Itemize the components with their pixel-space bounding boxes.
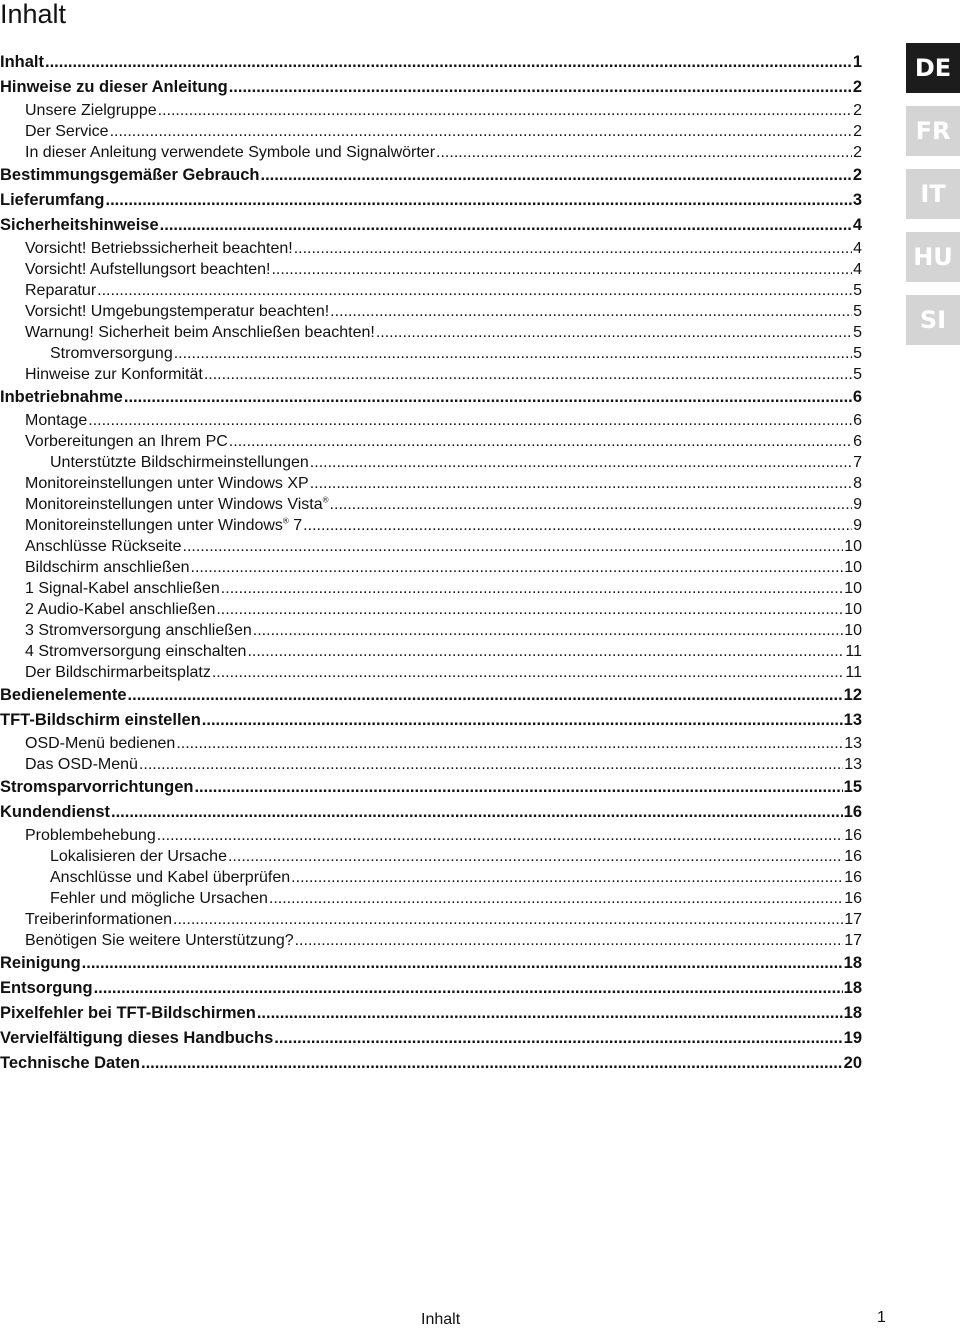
- dot-leader: [158, 100, 852, 121]
- dot-leader: [436, 142, 852, 163]
- toc-page-number: 20: [843, 1054, 862, 1072]
- toc-page-number: 6: [853, 433, 862, 450]
- dot-leader: [124, 385, 852, 410]
- toc-subentry[interactable]: [0, 557, 862, 578]
- toc-page-number: 2: [852, 166, 862, 184]
- toc-page-number: 13: [844, 735, 862, 752]
- toc-page-number: 19: [843, 1029, 862, 1047]
- toc-page-number: 2: [853, 123, 862, 140]
- toc-subentry[interactable]: [0, 578, 862, 599]
- toc-page-number: 4: [853, 240, 862, 257]
- toc-entry-title: Vervielfältigung dieses Handbuchs: [0, 1029, 274, 1047]
- dot-leader: [128, 683, 843, 708]
- dot-leader: [191, 557, 844, 578]
- toc-chapter[interactable]: [0, 163, 862, 188]
- toc-page-number: 2: [852, 78, 862, 96]
- dot-leader: [295, 930, 844, 951]
- dot-leader: [247, 641, 844, 662]
- toc-entry-title: Kundendienst: [0, 803, 110, 821]
- toc-page-number: 7: [853, 454, 862, 471]
- toc-page-number: 10: [844, 559, 862, 576]
- toc-entry-title: Reparatur: [25, 282, 97, 299]
- toc-page-number: 10: [844, 601, 862, 618]
- toc-entry-title: OSD-Menü bedienen: [25, 735, 176, 752]
- toc-subentry[interactable]: [0, 515, 862, 536]
- language-tab-de[interactable]: DE: [906, 43, 960, 93]
- toc-page-number: 12: [843, 686, 862, 704]
- toc-subentry[interactable]: [0, 754, 862, 775]
- toc-page-number: 13: [844, 756, 862, 773]
- dot-leader: [303, 515, 852, 536]
- toc-chapter[interactable]: [0, 951, 862, 976]
- toc-entry-title: Warnung! Sicherheit beim Anschließen beachten!: [25, 324, 375, 341]
- dot-leader: [204, 364, 852, 385]
- toc-chapter[interactable]: [0, 385, 862, 410]
- toc-entry-title: Problembehebung: [25, 827, 156, 844]
- toc-page-number: 2: [853, 144, 862, 161]
- toc-page-number: 15: [843, 778, 862, 796]
- toc-subentry[interactable]: [0, 431, 862, 452]
- toc-entry-title: 1 Signal-Kabel anschließen: [25, 580, 220, 597]
- dot-leader: [183, 536, 844, 557]
- toc-page-number: 5: [853, 303, 862, 320]
- dot-leader: [216, 599, 843, 620]
- dot-leader: [310, 473, 852, 494]
- toc-subentry[interactable]: [0, 494, 862, 515]
- toc-page-number: 16: [844, 869, 862, 886]
- dot-leader: [261, 163, 852, 188]
- dot-leader: [139, 754, 843, 775]
- toc-page-number: 16: [844, 890, 862, 907]
- toc-entry-title: Vorsicht! Aufstellungsort beachten!: [25, 261, 271, 278]
- toc-page-number: 2: [853, 102, 862, 119]
- toc-entry-title: Bestimmungsgemäßer Gebrauch: [0, 166, 260, 184]
- toc-subentry[interactable]: [0, 641, 862, 662]
- toc-subentry[interactable]: [0, 100, 862, 121]
- toc-page-number: 5: [853, 324, 862, 341]
- toc-page-number: 13: [843, 711, 862, 729]
- dot-leader: [82, 951, 843, 976]
- toc-entry-title: Monitoreinstellungen unter Windows Vista®: [25, 495, 329, 513]
- table-of-contents: [0, 50, 862, 1076]
- toc-entry-title: Sicherheitshinweise: [0, 216, 159, 234]
- toc-entry-title: Inhalt: [0, 53, 44, 71]
- toc-chapter[interactable]: [0, 75, 862, 100]
- toc-entry-title: Vorbereitungen an Ihrem PC: [25, 433, 228, 450]
- toc-subentry[interactable]: [0, 121, 862, 142]
- language-tab-si[interactable]: SI: [906, 295, 960, 345]
- toc-chapter[interactable]: [0, 188, 862, 213]
- toc-page-number: 3: [852, 191, 862, 209]
- dot-leader: [45, 50, 852, 75]
- toc-page-number: 17: [844, 932, 862, 949]
- toc-page-number: 6: [853, 412, 862, 429]
- toc-subentry[interactable]: [0, 662, 862, 683]
- toc-subentry[interactable]: [0, 599, 862, 620]
- toc-subentry[interactable]: [0, 364, 862, 385]
- dot-leader: [253, 620, 843, 641]
- toc-entry-title: Monitoreinstellungen unter Windows® 7: [25, 516, 303, 534]
- toc-page-number: 1: [852, 53, 862, 71]
- toc-chapter[interactable]: [0, 800, 862, 825]
- toc-subentry[interactable]: [0, 733, 862, 754]
- dot-leader: [310, 452, 852, 473]
- dot-leader: [257, 1001, 843, 1026]
- toc-subentry[interactable]: [0, 930, 862, 951]
- toc-subentry[interactable]: [0, 536, 862, 557]
- toc-entry-title: Benötigen Sie weitere Unterstützung?: [25, 932, 294, 949]
- toc-chapter[interactable]: [0, 50, 862, 75]
- page-title: Inhalt: [0, 0, 67, 29]
- dot-leader: [202, 708, 843, 733]
- toc-entry-title: Lokalisieren der Ursache: [50, 848, 227, 865]
- toc-page-number: 4: [853, 261, 862, 278]
- toc-subentry[interactable]: [0, 909, 862, 930]
- toc-page-number: 5: [853, 345, 862, 362]
- toc-chapter[interactable]: [0, 775, 862, 800]
- toc-chapter[interactable]: [0, 213, 862, 238]
- toc-entry-title: Hinweise zu dieser Anleitung: [0, 78, 228, 96]
- toc-page-number: 9: [853, 517, 862, 534]
- toc-entry-title: Anschlüsse und Kabel überprüfen: [50, 869, 291, 886]
- toc-page-number: 18: [843, 1004, 862, 1022]
- toc-page-number: 17: [844, 911, 862, 928]
- dot-leader: [94, 976, 843, 1001]
- toc-entry-title: Das OSD-Menü: [25, 756, 138, 773]
- toc-subentry[interactable]: [0, 620, 862, 641]
- toc-subentry[interactable]: [0, 825, 862, 846]
- dot-leader: [173, 909, 843, 930]
- toc-entry-title: Unterstützte Bildschirmeinstellungen: [50, 454, 309, 471]
- toc-subentry[interactable]: [0, 888, 862, 909]
- toc-subentry[interactable]: [0, 343, 862, 364]
- toc-page-number: 16: [844, 848, 862, 865]
- toc-entry-title: Montage: [25, 412, 88, 429]
- toc-subentry[interactable]: [0, 322, 862, 343]
- toc-entry-title: 2 Audio-Kabel anschließen: [25, 601, 216, 618]
- toc-entry-title: Der Bildschirmarbeitsplatz: [25, 664, 211, 681]
- language-tabs: [906, 43, 960, 358]
- dot-leader: [88, 410, 852, 431]
- dot-leader: [221, 578, 843, 599]
- toc-chapter[interactable]: [0, 1026, 862, 1051]
- dot-leader: [106, 188, 852, 213]
- dot-leader: [330, 301, 852, 322]
- dot-leader: [229, 431, 852, 452]
- toc-entry-title: Anschlüsse Rückseite: [25, 538, 182, 555]
- dot-leader: [176, 733, 843, 754]
- dot-leader: [376, 322, 852, 343]
- toc-entry-title: Fehler und mögliche Ursachen: [50, 890, 268, 907]
- dot-leader: [110, 121, 853, 142]
- dot-leader: [229, 75, 852, 100]
- toc-entry-title: Unsere Zielgruppe: [25, 102, 157, 119]
- toc-entry-title: Lieferumfang: [0, 191, 105, 209]
- toc-subentry[interactable]: [0, 846, 862, 867]
- toc-page-number: 6: [852, 388, 862, 406]
- toc-entry-title: Reinigung: [0, 954, 81, 972]
- toc-page-number: 18: [843, 979, 862, 997]
- toc-subentry[interactable]: [0, 473, 862, 494]
- toc-chapter[interactable]: [0, 1001, 862, 1026]
- dot-leader: [291, 867, 843, 888]
- toc-subentry[interactable]: [0, 238, 862, 259]
- toc-subentry[interactable]: [0, 867, 862, 888]
- toc-subentry[interactable]: [0, 280, 862, 301]
- toc-subentry[interactable]: [0, 301, 862, 322]
- dot-leader: [330, 494, 853, 515]
- toc-page-number: 9: [853, 496, 862, 513]
- toc-entry-title: Technische Daten: [0, 1054, 140, 1072]
- dot-leader: [228, 846, 843, 867]
- dot-leader: [271, 259, 852, 280]
- toc-subentry[interactable]: [0, 142, 862, 163]
- footer-section-label: Inhalt: [421, 1311, 461, 1328]
- language-tab-it[interactable]: IT: [906, 169, 960, 219]
- language-tab-fr[interactable]: FR: [906, 106, 960, 156]
- toc-entry-title: Bildschirm anschließen: [25, 559, 190, 576]
- toc-entry-title: Hinweise zur Konformität: [25, 366, 203, 383]
- toc-subentry[interactable]: [0, 452, 862, 473]
- dot-leader: [212, 662, 845, 683]
- toc-subentry[interactable]: [0, 259, 862, 280]
- toc-entry-title: Der Service: [25, 123, 109, 140]
- toc-page-number: 10: [844, 538, 862, 555]
- toc-chapter[interactable]: [0, 708, 862, 733]
- toc-entry-title: Pixelfehler bei TFT-Bildschirmen: [0, 1004, 256, 1022]
- toc-entry-title: Monitoreinstellungen unter Windows XP: [25, 475, 309, 492]
- registered-mark: ®: [322, 495, 329, 505]
- dot-leader: [157, 825, 843, 846]
- toc-subentry[interactable]: [0, 410, 862, 431]
- toc-page-number: 5: [853, 282, 862, 299]
- toc-entry-title: 4 Stromversorgung einschalten: [25, 643, 247, 660]
- toc-page-number: 10: [844, 580, 862, 597]
- dot-leader: [160, 213, 852, 238]
- toc-page-number: 16: [844, 827, 862, 844]
- toc-page-number: 4: [852, 216, 862, 234]
- footer-page-number: 1: [877, 1309, 886, 1326]
- dot-leader: [97, 280, 852, 301]
- toc-page-number: 8: [853, 475, 862, 492]
- toc-chapter[interactable]: [0, 1051, 862, 1076]
- toc-chapter[interactable]: [0, 976, 862, 1001]
- toc-entry-title: Inbetriebnahme: [0, 388, 123, 406]
- registered-mark: ®: [282, 516, 289, 526]
- toc-entry-title: In dieser Anleitung verwendete Symbole und Signalwörter: [25, 144, 436, 161]
- toc-page-number: 11: [845, 664, 862, 681]
- toc-entry-title: Bedienelemente: [0, 686, 127, 704]
- toc-page-number: 16: [843, 803, 862, 821]
- dot-leader: [274, 1026, 842, 1051]
- toc-page-number: 5: [853, 366, 862, 383]
- toc-page-number: 11: [845, 643, 862, 660]
- dot-leader: [111, 800, 843, 825]
- toc-entry-title: TFT-Bildschirm einstellen: [0, 711, 201, 729]
- dot-leader: [174, 343, 852, 364]
- dot-leader: [269, 888, 843, 909]
- toc-page-number: 10: [844, 622, 862, 639]
- language-tab-hu[interactable]: HU: [906, 232, 960, 282]
- dot-leader: [194, 775, 842, 800]
- dot-leader: [141, 1051, 843, 1076]
- toc-chapter[interactable]: [0, 683, 862, 708]
- toc-entry-title: Stromsparvorrichtungen: [0, 778, 194, 796]
- toc-entry-title: Stromversorgung: [50, 345, 173, 362]
- toc-entry-title: Treiberinformationen: [25, 911, 173, 928]
- toc-entry-title: 3 Stromversorgung anschließen: [25, 622, 252, 639]
- toc-page-number: 18: [843, 954, 862, 972]
- toc-entry-title: Entsorgung: [0, 979, 93, 997]
- dot-leader: [294, 238, 852, 259]
- toc-entry-title: Vorsicht! Umgebungstemperatur beachten!: [25, 303, 330, 320]
- toc-entry-title: Vorsicht! Betriebssicherheit beachten!: [25, 240, 293, 257]
